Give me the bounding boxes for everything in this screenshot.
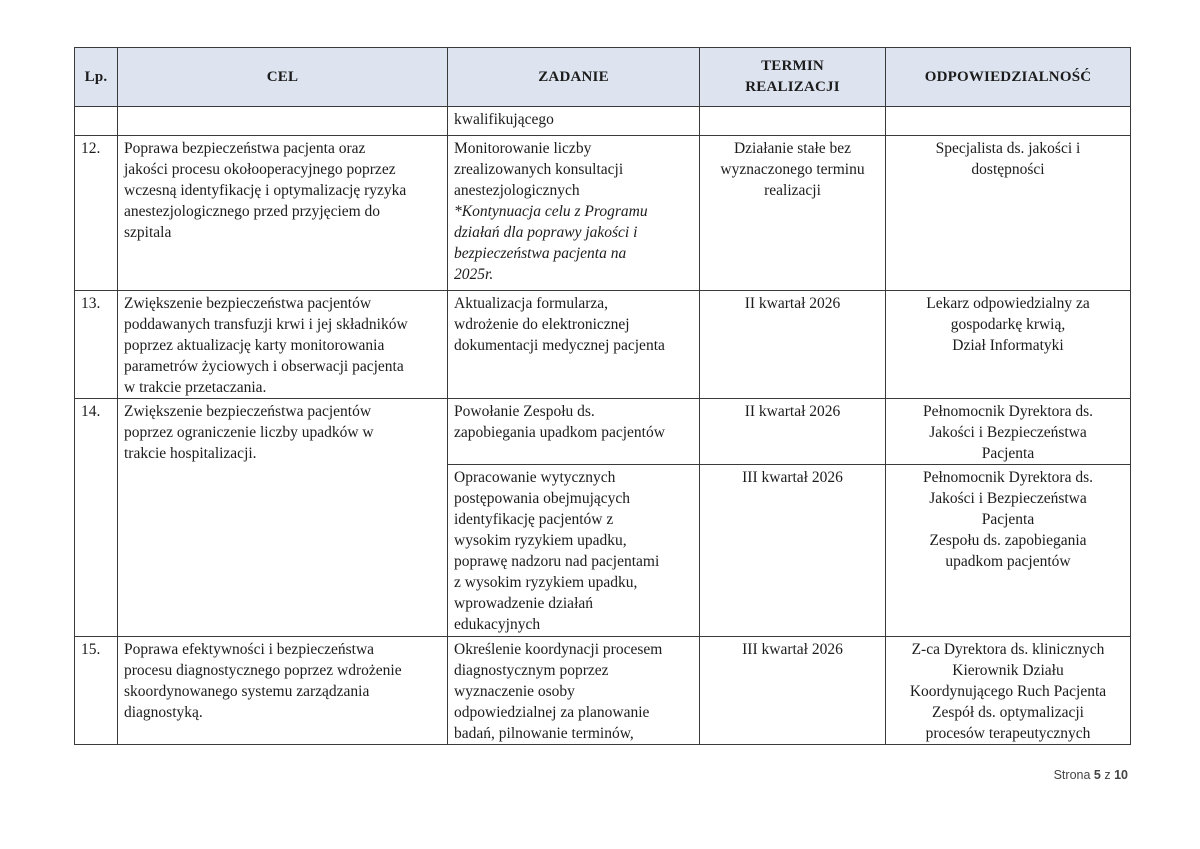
odpowiedzialnosc-line: Lekarz odpowiedzialny za [926,295,1090,312]
termin-line: II kwartał 2026 [744,403,841,420]
odpowiedzialnosc-line: Dział Informatyki [952,337,1064,354]
table-row-13 [75,291,1131,399]
odpowiedzialnosc-line: Pełnomocnik Dyrektora ds. [922,403,1094,420]
cell-odpowiedzialnosc [886,291,1131,399]
termin-line: Działanie stałe bez [733,140,852,157]
cell-cel [118,136,448,291]
zadanie-line: z wysokim ryzykiem upadku, [454,574,638,591]
cel-line: procesu diagnostycznego poprzez wdrożenie [124,662,402,679]
odpowiedzialnosc-line: procesów terapeutycznych [925,725,1091,742]
cel-line: poprzez ograniczenie liczby upadków w [124,424,374,441]
zadanie-line: edukacyjnych [454,616,541,633]
cel-line: jakości procesu okołooperacyjnego poprzez [124,161,396,178]
odpowiedzialnosc-line: dostępności [971,161,1045,178]
zadanie-line: diagnostycznym poprzez [454,662,609,679]
header-termin-line-1: TERMIN [761,58,824,74]
page-number-current: 5 [1093,768,1101,782]
cel-line: diagnostyką. [124,704,203,721]
plan-table [74,47,1131,745]
odpowiedzialnosc-line: Pacjenta [981,511,1035,528]
continuation-note-line: bezpieczeństwa pacjenta na [454,245,627,262]
odpowiedzialnosc-line: gospodarkę krwią, [950,316,1066,333]
cell-zadanie [448,399,700,465]
termin-line: III kwartał 2026 [742,469,843,486]
cell-cel [118,399,448,637]
cell-termin [700,107,886,136]
odpowiedzialnosc-line: Zespół ds. optymalizacji [932,704,1084,721]
cell-lp: 13. [75,291,118,399]
zadanie-line: zrealizowanych konsultacji [454,161,624,178]
zadanie-line: badań, pilnowanie terminów, [454,725,634,742]
zadanie-line: wprowadzenie działań [454,595,594,612]
cell-lp: 15. [75,637,118,745]
zadanie-line: Monitorowanie liczby [454,140,592,157]
cell-termin [700,637,886,745]
cell-odpowiedzialnosc [886,136,1131,291]
cell-zadanie [448,465,700,637]
cell-zadanie [448,637,700,745]
header-zadanie: ZADANIE [448,48,700,107]
zadanie-line: zapobiegania upadkom pacjentów [454,424,665,441]
odpowiedzialnosc-line: Jakości i Bezpieczeństwa [929,490,1087,507]
page-number-total: 10 [1114,768,1128,782]
cel-line: poddawanych transfuzji krwi i jej składników [124,316,408,333]
continuation-note-line: działań dla poprawy jakości i [454,224,638,241]
zadanie-line: odpowiedzialnej za planowanie [454,704,650,721]
odpowiedzialnosc-line: upadkom pacjentów [945,553,1071,570]
header-lp: Lp. [75,48,118,107]
cell-odpowiedzialnosc [886,107,1131,136]
cell-termin [700,399,886,465]
cel-line: szpitala [124,224,172,241]
odpowiedzialnosc-line: Pełnomocnik Dyrektora ds. [922,469,1094,486]
cel-line: parametrów życiowych i obserwacji pacjenta [124,358,404,375]
zadanie-line: anestezjologicznych [454,182,580,199]
cel-line: poprzez aktualizację karty monitorowania [124,337,385,354]
cell-odpowiedzialnosc [886,637,1131,745]
odpowiedzialnosc-line: Kierownik Działu [952,662,1064,679]
cel-line: wczesną identyfikację i optymalizację ryzyka [124,182,407,199]
zadanie-line: wdrożenie do elektronicznej [454,316,630,333]
cell-odpowiedzialnosc [886,399,1131,465]
table-row-continuation [75,107,1131,136]
zadanie-line: Opracowanie wytycznych [454,469,616,486]
cel-line: skoordynowanego systemu zarządzania [124,683,370,700]
zadanie-text: kwalifikującego [454,111,554,128]
cell-termin [700,291,886,399]
zadanie-line: poprawę nadzoru nad pacjentami [454,553,660,570]
zadanie-line: wysokim ryzykiem upadku, [454,532,627,549]
termin-line: III kwartał 2026 [742,641,843,658]
cel-line: Zwiększenie bezpieczeństwa pacjentów [124,295,372,312]
termin-line: II kwartał 2026 [744,295,841,312]
cell-lp: 12. [75,136,118,291]
odpowiedzialnosc-line: Zespołu ds. zapobiegania [929,532,1087,549]
zadanie-line: Określenie koordynacji procesem [454,641,663,658]
header-termin [700,48,886,107]
cel-line: Poprawa efektywności i bezpieczeństwa [124,641,375,658]
continuation-note-line: 2025r. [454,266,494,283]
zadanie-line: identyfikację pacjentów z [454,511,614,528]
header-odpowiedzialnosc: ODPOWIEDZIALNOŚĆ [886,48,1131,107]
cell-zadanie [448,107,700,136]
page-number [1054,768,1128,782]
page-number-sep: z [1104,768,1111,782]
continuation-note-line: *Kontynuacja celu z Programu [454,203,648,220]
termin-line: realizacji [764,182,821,199]
cell-odpowiedzialnosc [886,465,1131,637]
header-termin-line-2: REALIZACJI [745,79,840,95]
odpowiedzialnosc-line: Z-ca Dyrektora ds. klinicznych [911,641,1105,658]
cell-zadanie [448,291,700,399]
zadanie-line: wyznaczenie osoby [454,683,575,700]
odpowiedzialnosc-line: Koordynującego Ruch Pacjenta [909,683,1107,700]
odpowiedzialnosc-line: Jakości i Bezpieczeństwa [929,424,1087,441]
cell-lp [75,107,118,136]
table-row-14 [75,399,1131,465]
page-number-prefix: Strona [1053,768,1091,782]
cell-cel [118,637,448,745]
cel-line: anestezjologicznego przed przyjęciem do [124,203,381,220]
cell-termin [700,465,886,637]
table-row-15 [75,637,1131,745]
table-row-12 [75,136,1131,291]
cel-line: Zwiększenie bezpieczeństwa pacjentów [124,403,372,420]
cel-line: Poprawa bezpieczeństwa pacjenta oraz [124,140,366,157]
header-cel: CEL [118,48,448,107]
cell-zadanie [448,136,700,291]
cel-line: w trakcie przetaczania. [124,379,267,396]
zadanie-line: postępowania obejmujących [454,490,631,507]
table-header-row [75,48,1131,107]
cell-cel [118,107,448,136]
zadanie-line: Powołanie Zespołu ds. [454,403,595,420]
cel-line: trakcie hospitalizacji. [124,445,257,462]
cell-cel [118,291,448,399]
cell-lp: 14. [75,399,118,637]
zadanie-line: dokumentacji medycznej pacjenta [454,337,665,354]
odpowiedzialnosc-line: Pacjenta [981,445,1035,462]
termin-line: wyznaczonego terminu [720,161,865,178]
zadanie-line: Aktualizacja formularza, [454,295,609,312]
odpowiedzialnosc-line: Specjalista ds. jakości i [935,140,1081,157]
cell-termin [700,136,886,291]
